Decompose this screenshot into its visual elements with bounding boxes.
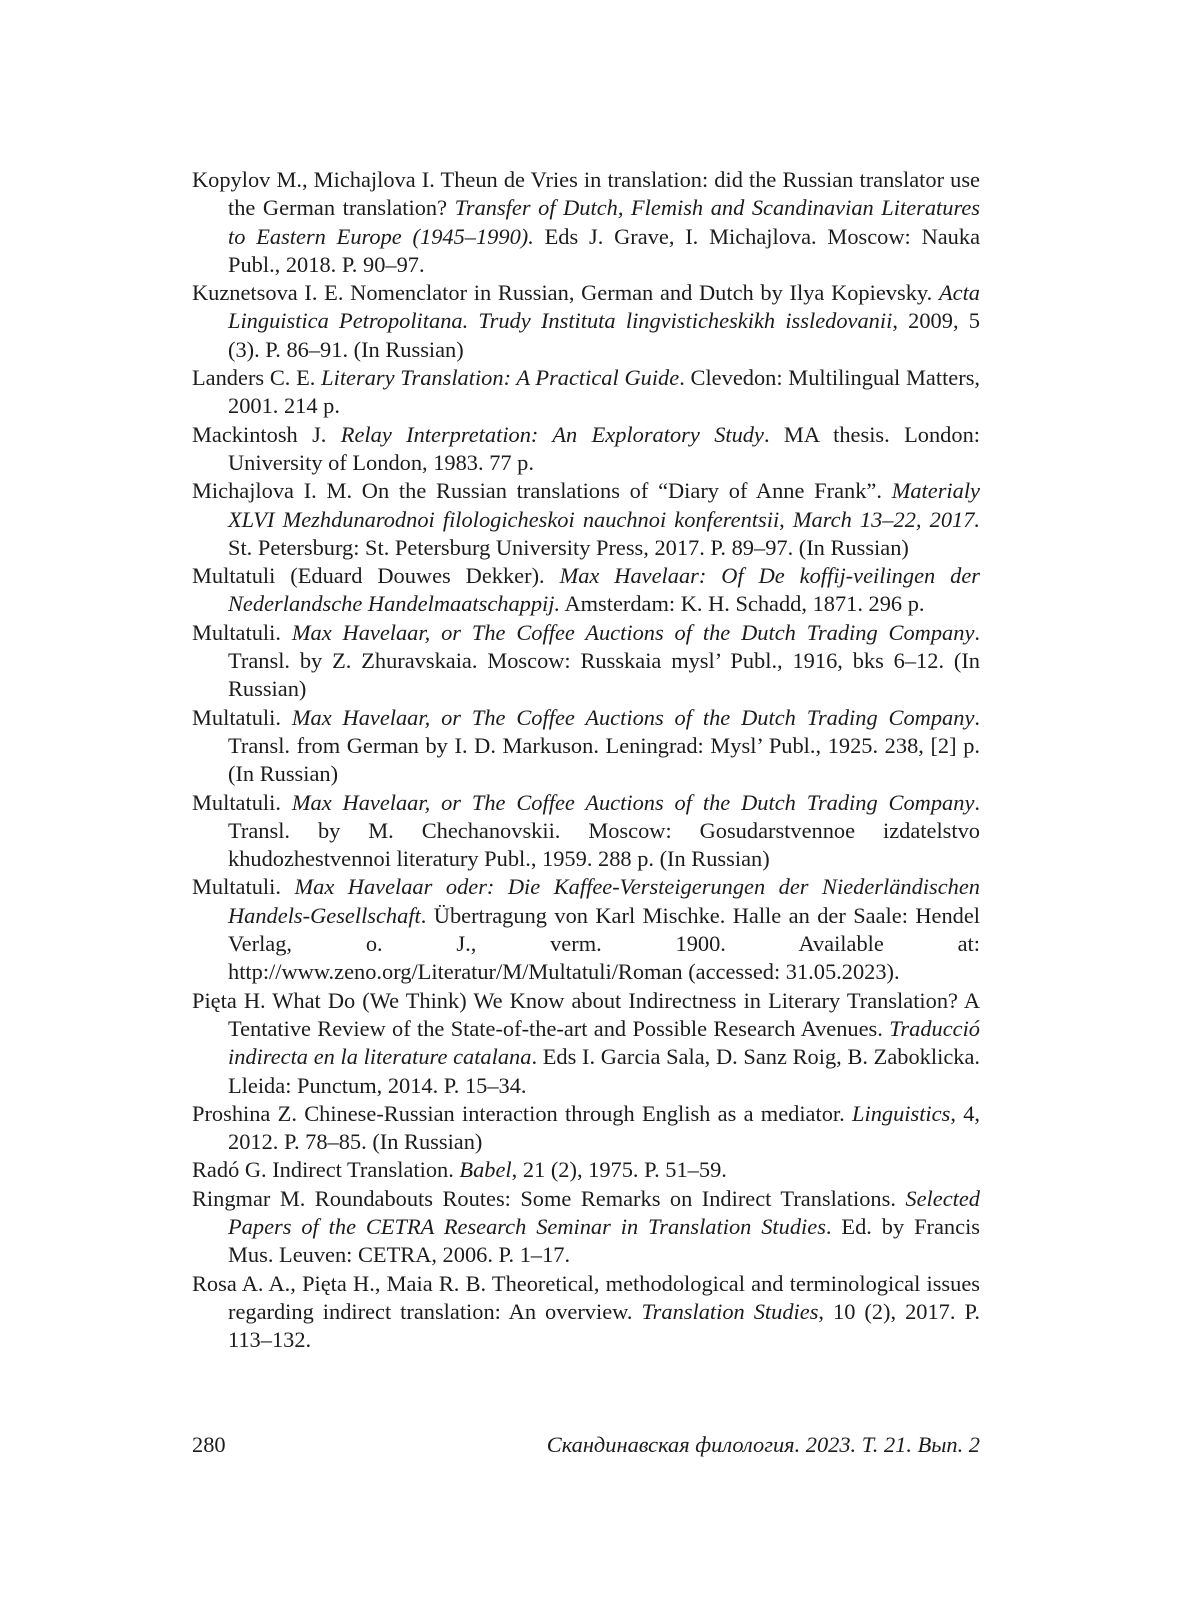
reference-text: . MA thesis. London: University of London, 1983. 77 p. [228,421,980,475]
reference-title-italic: Relay Interpretation: An Exploratory Study [340,421,764,447]
journal-running-title: Скандинавская филология. 2023. Т. 21. Вып. 2 [546,1432,980,1457]
reference-text: . Transl. from German by I. D. Markuson. Leningrad: Mysl’ Publ., 1925. 238, [2] p. (In Russian) [228,704,980,787]
reference-entry [192,704,980,789]
reference-entry [192,364,980,421]
reference-text: Pięta H. What Do (We Think) We Know about Indirectness in Literary Translation? A Tentative Review of the State-of-the-art and Possible Research Avenues. [192,987,980,1041]
reference-text: , 10 (2), 2017. P. 113–132. [228,1298,981,1353]
reference-text: Rosa A. A., Pięta H., Maia R. B. Theoretical, methodological and terminological issues regarding indirect translation: An overview. [192,1270,980,1324]
reference-text: . Eds I. Garcia Sala, D. Sanz Roig, B. Zaboklicka. Lleida: Punctum, 2014. P. 15–34. [228,1044,980,1098]
reference-title-italic: Babel [459,1157,512,1183]
reference-text: Multatuli. [192,704,292,730]
reference-title-italic: Max Havelaar, or The Coffee Auctions of the Dutch Trading Company [291,789,975,815]
reference-text: . Übertragung von Karl Mischke. Halle an der Saale: Hendel Verlag, o. J., verm. 1900. Available at: http://www.zeno.org/Literatur/M/Multatuli/Roman (accessed: 31.05.2023). [228,902,980,985]
reference-text: Kopylov M., Michajlova I. Theun de Vries in translation: did the Russian translator use the German translation? [192,167,980,221]
reference-title-italic: Linguistics [852,1100,951,1126]
reference-title-italic: Max Havelaar, or The Coffee Auctions of the Dutch Trading Company [291,704,975,730]
page-number: 280 [192,1432,226,1457]
page-footer [192,1431,980,1459]
reference-entry [192,619,980,704]
reference-entry [192,477,980,562]
reference-title-italic: Translation Studies [641,1298,819,1324]
reference-list [192,166,980,1354]
reference-entry [192,789,980,874]
reference-text: Multatuli. [192,874,295,900]
reference-text: Kuznetsova I. E. Nomenclator in Russian, German and Dutch by Ilya Kopievsky. [192,280,939,306]
reference-text: Radó G. Indirect Translation. [192,1157,460,1183]
reference-text: Eds J. Grave, I. Michajlova. Moscow: Nauka Publ., 2018. P. 90–97. [228,223,981,277]
reference-entry [192,166,980,279]
reference-text: Michajlova I. M. On the Russian translations of “Diary of Anne Frank”. [192,478,892,504]
reference-entry [192,562,980,619]
reference-text: . Clevedon: Multilingual Matters, 2001. 214 p. [228,365,980,419]
reference-title-italic: Literary Translation: A Practical Guide [321,365,680,391]
reference-text: , 2009, 5 (3). P. 86–91. (In Russian) [228,308,981,362]
reference-text: . Transl. by M. Chechanovskii. Moscow: Gosudarstvennoe izdatelstvo khudozhestvennoi literatury Publ., 1959. 288 p. (In Russian) [228,789,980,872]
reference-title-italic: Materialy XLVI Mezhdunarodnoi filologicheskoi nauchnoi konferentsii, March 13–22, 2017. [228,478,980,532]
reference-entry [192,1156,980,1184]
reference-entry [192,279,980,364]
reference-text: , 4, 2012. P. 78–85. (In Russian) [228,1100,980,1155]
reference-text: Proshina Z. Chinese-Russian interaction through English as a mediator. [192,1100,853,1126]
reference-text: Amsterdam: K. H. Schadd, 1871. 296 p. [560,591,925,617]
reference-title-italic: Max Havelaar: Of De koffij-veilingen der Nederlandsche Handelmaatschappij. [228,563,980,617]
reference-title-italic: Transfer of Dutch, Flemish and Scandinavian Literatures to Eastern Europe (1945–1990). [228,195,980,249]
reference-entry [192,873,980,986]
reference-title-italic: Selected Papers of the CETRA Research Seminar in Translation Studies [228,1185,980,1239]
reference-title-italic: Max Havelaar oder: Die Kaffee-Versteigerungen der Niederländischen Handels-Gesellschaft [228,874,980,928]
reference-title-italic: Traducció indirecta en la literature catalana [228,1015,980,1070]
reference-entry [192,987,980,1100]
reference-text: Multatuli. [192,619,292,645]
reference-text: Multatuli. [192,789,292,815]
reference-text: St. Petersburg: St. Petersburg University Press, 2017. P. 89–97. (In Russian) [228,534,909,560]
reference-title-italic: Acta Linguistica Petropolitana. Trudy Instituta lingvisticheskikh issledovanii [228,280,980,334]
reference-text: Ringmar M. Roundabouts Routes: Some Remarks on Indirect Translations. [192,1185,906,1211]
reference-text: Mackintosh J. [192,421,341,447]
reference-text: . Transl. by Z. Zhuravskaia. Moscow: Russkaia mysl’ Publ., 1916, bks 6–12. (In Russian) [228,619,980,702]
reference-text: , 21 (2), 1975. P. 51–59. [511,1157,727,1183]
reference-entry [192,1185,980,1270]
reference-text: Multatuli (Eduard Douwes Dekker). [192,563,560,589]
reference-entry [192,1270,980,1355]
reference-title-italic: Max Havelaar, or The Coffee Auctions of the Dutch Trading Company [291,619,975,645]
reference-text: Landers C. E. [192,365,322,391]
reference-entry [192,1100,980,1157]
reference-entry [192,421,980,478]
reference-text: . Ed. by Francis Mus. Leuven: CETRA, 2006. P. 1–17. [228,1213,980,1268]
